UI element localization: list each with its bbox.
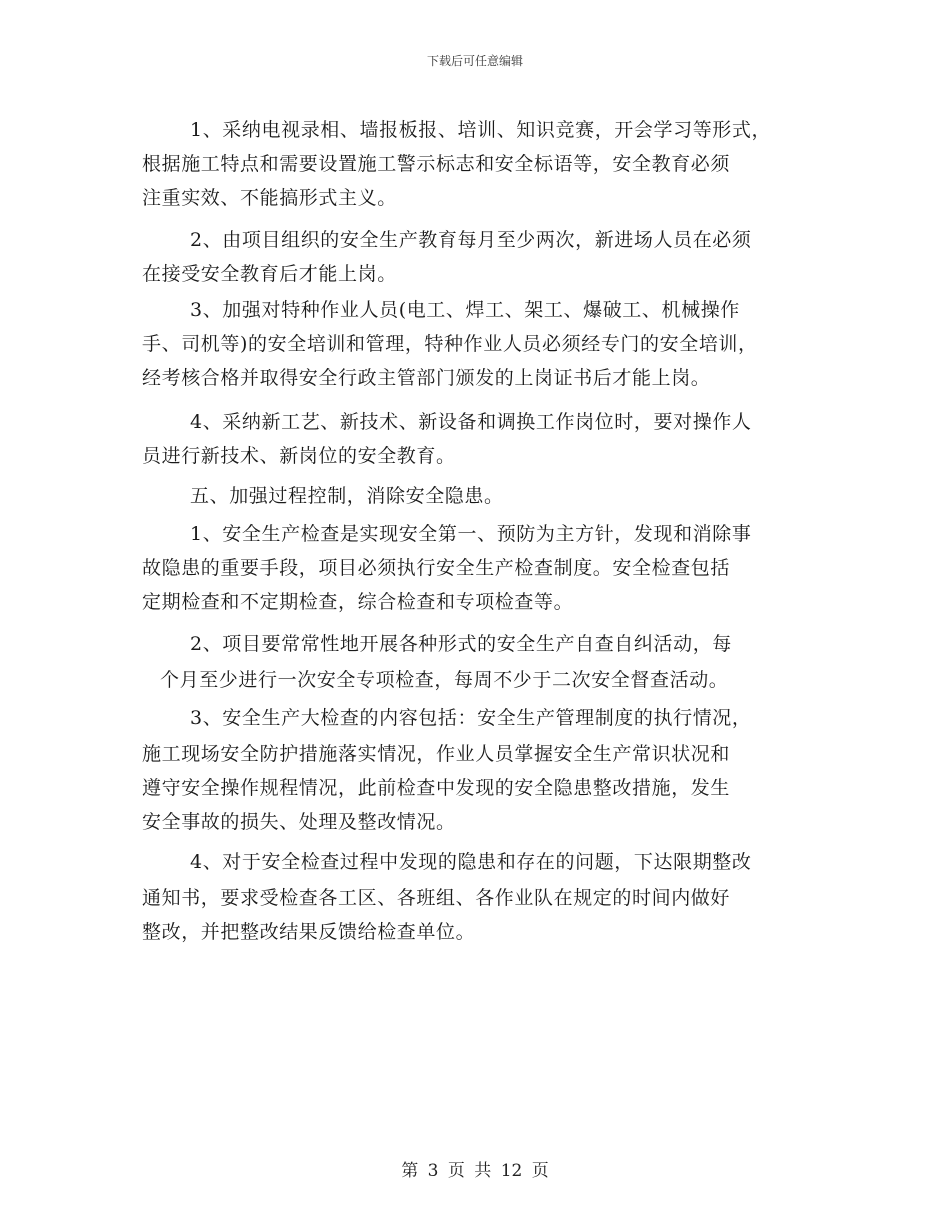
text-line: 通知书，要求受检查各工区、各班组、各作业队在规定的时间内做好 [142,887,731,909]
text-line: 定期检查和不定期检查，综合检查和专项检查等。 [142,591,574,613]
text-line: 安全事故的损失、处理及整改情况。 [142,811,456,833]
text-line: 2、由项目组织的安全生产教育每月至少两次，新进场人员在必须 [190,229,752,251]
text-line: 员进行新技术、新岗位的安全教育。 [142,445,456,467]
text-line: 1、安全生产检查是实现安全第一、预防为主方针，发现和消除事 [190,523,752,545]
text-line: 4、采纳新工艺、新技术、新设备和调换工作岗位时，要对操作人 [190,411,752,433]
text-line: 经考核合格并取得安全行政主管部门颁发的上岗证书后才能上岗。 [142,367,711,389]
text-line: 注重实效、不能搞形式主义。 [142,187,397,209]
text-line: 个月至少进行一次安全专项检查，每周不少于二次安全督查活动。 [160,669,729,691]
text-line: 遵守安全操作规程情况，此前检查中发现的安全隐患整改措施，发生 [142,777,731,799]
text-line: 施工现场安全防护措施落实情况，作业人员掌握安全生产常识状况和 [142,743,731,765]
page-footer-label: 第 3 页 共 12 页 [401,1161,549,1181]
text-line: 五、加强过程控制，消除安全隐患。 [190,485,504,507]
page-header-note: 下载后可任意编辑 [426,54,523,68]
text-line: 故隐患的重要手段，项目必须执行安全生产检查制度。安全检查包括 [142,557,731,579]
text-line: 1、采纳电视录相、墙报板报、培训、知识竞赛，开会学习等形式， [190,119,772,141]
text-line: 3、加强对特种作业人员(电工、焊工、架工、爆破工、机械操作 [190,299,740,321]
text-line: 在接受安全教育后才能上岗。 [142,263,397,285]
text-line: 4、对于安全检查过程中发现的隐患和存在的问题，下达限期整改 [190,851,752,873]
text-line: 2、项目要常常性地开展各种形式的安全生产自查自纠活动，每 [190,633,732,655]
text-line: 3、安全生产大检查的内容包括：安全生产管理制度的执行情况， [190,707,752,729]
text-line: 根据施工特点和需要设置施工警示标志和安全标语等，安全教育必须 [142,153,731,175]
text-line: 整改，并把整改结果反馈给检查单位。 [142,921,476,943]
text-line: 手、司机等)的安全培训和管理，特种作业人员必须经专门的安全培训， [142,333,758,355]
